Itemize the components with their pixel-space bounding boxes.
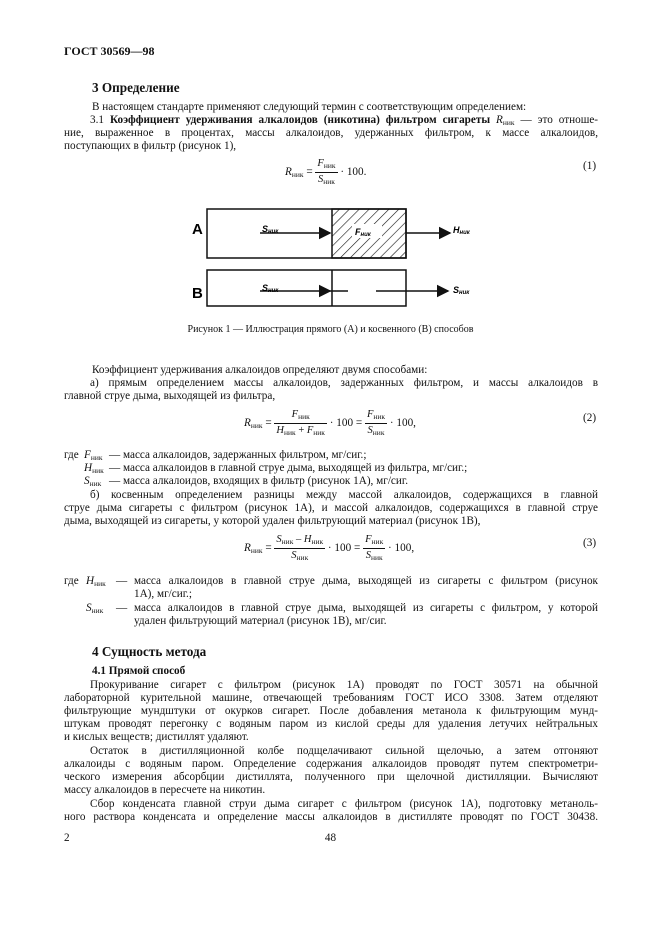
def-s-symbol: $S_{ник}$	[84, 475, 102, 488]
equation-2-fraction-2: $\frac{F_{ник}}{S_{ник}}$	[366, 409, 386, 437]
def3-h-text-2: 1А), мг/сиг.;	[134, 588, 192, 600]
section-3-intro: В настоящем стандарте применяют следующий термин с соответствующим определением:	[92, 101, 527, 113]
def3-h-symbol: $H_{ник}$	[86, 575, 106, 588]
equation-3-number: (3)	[583, 537, 597, 549]
method-a-line-1: а) прямым определением массы алкалоидов, задержанных фильтром, и массы алкалоидов в	[90, 377, 598, 389]
def3-h-dash: —	[116, 575, 128, 587]
section-4-p3-line-2: ного раствора конденсата и определение массы алкалоидов в дистилляте проводят по ГОСТ 30438.	[64, 811, 598, 823]
section-4-p1-line-3: фильтрующие мундштуки от окурков сигарет. После добавления метанола к фильтрующим мунд-	[64, 705, 598, 717]
def3-s-dash: —	[116, 602, 128, 614]
section-4-title: 4 Сущность метода	[92, 644, 207, 659]
equation-2: $R_{ник}$ = $\frac{F_{ник}}{H_{ник} + F_{ник}}$ · 100 = $\frac{F_{ник}}{S_{ник}}$ · 100,	[244, 409, 416, 437]
def3-s-symbol: $S_{ник}$	[86, 602, 104, 615]
def-f-text: — масса алкалоидов, задержанных фильтром, мг/сиг.;	[109, 449, 367, 461]
arrow-b-label-bg	[348, 283, 376, 297]
definition-symbol: $R_{ник}$	[496, 114, 515, 127]
section-4-p2-line-3: ческого измерения абсорбции дистиллята, полученного при щелочной дистилляции. Вычисляют	[64, 771, 598, 783]
figure-label-a: A	[192, 221, 203, 238]
methods-intro: Коэффициент удерживания алкалоидов определяют двумя способами:	[92, 364, 428, 376]
definition-term: Коэффициент удерживания алкалоидов (никотина) фильтром сигареты	[109, 114, 491, 126]
equation-3-fraction-1: $\frac{S_{ник} - H_{ник}}{S_{ник}}$	[276, 534, 324, 562]
section-4-p3-line-1: Сбор конденсата главной струи дыма сигарет с фильтром (рисунок 1А), подготовку метаноль-	[90, 798, 598, 810]
figure-label-b: B	[192, 285, 203, 302]
def3-s-text-2: удален фильтрующий материал (рисунок 1В), мг/сиг.	[134, 615, 387, 627]
def-h-symbol: $H_{ник}$	[84, 462, 104, 475]
document-id: ГОСТ 30569—98	[64, 44, 155, 58]
section-4-p2-line-1: Остаток в дистилляционной колбе подщелачивают сильной щелочью, а затем отгоняют	[90, 745, 598, 757]
def-h-text: — масса алкалоидов в главной струе дыма, выходящей из фильтра, мг/сиг.;	[109, 462, 468, 474]
page-number-left: 2	[64, 832, 70, 844]
section-4-p2-line-2: алкалоиды с водяным паром. Определение содержания алкалоидов проводят путем спектрометри-	[64, 758, 598, 770]
section-3-title: 3 Определение	[92, 80, 180, 95]
section-4-p1-line-2: лабораторной курительной машине, отвечающей требованиям ГОСТ ИСО 3308. Затем отделяют	[64, 692, 598, 704]
definition-line-2: ние, выраженное в процентах, массы алкалоидов, удержанных фильтром, к массе алкалоидов,	[64, 127, 598, 139]
figure-1-caption: Рисунок 1 — Иллюстрация прямого (А) и косвенного (В) способов	[187, 324, 474, 335]
section-4-p2-line-4: массу алкалоидов в пересчете на никотин.	[64, 784, 266, 796]
arrow-in-a-label: Sник	[262, 224, 279, 235]
method-b-line-1: б) косвенным определением разницы между массой алкалоидов, содержащихся в главной	[90, 489, 598, 501]
where-label-3: где	[64, 575, 79, 587]
def-s-text: — масса алкалоидов, входящих в фильтр (рисунок 1А), мг/сиг.	[109, 475, 409, 487]
equation-1: $R_{ник}$ = $\frac{F_{ник}}{S_{ник}}$ · 100.	[285, 158, 367, 186]
section-4-p1-line-5: и кислых веществ; дистиллят удаляют.	[64, 731, 249, 743]
method-b-line-3: дыма, выходящей из сигареты, у которой удален фильтрующий материал (рисунок 1В),	[64, 515, 481, 527]
section-4-p1-line-1: Прокуривание сигарет с фильтром (рисунок 1А) проводят по ГОСТ 30571 на обычной	[90, 679, 598, 691]
equation-3-fraction-2: $\frac{F_{ник}}{S_{ник}}$	[365, 534, 384, 562]
definition-text: — это отноше-	[520, 114, 599, 126]
arrow-in-b-label: Sник	[262, 283, 279, 294]
definition-number: 3.1	[90, 114, 104, 126]
equation-1-number: (1)	[583, 160, 597, 172]
arrow-out-a-label: Hник	[453, 225, 470, 236]
equation-3: $R_{ник}$ = $\frac{S_{ник} - H_{ник}}{S_{ник}}$ · 100 = $\frac{F_{ник}}{S_{ник}}$ · 100,	[244, 534, 415, 562]
filter-a-label: Fник	[355, 227, 371, 238]
def-f-symbol: $F_{ник}$	[84, 449, 103, 462]
def3-h-text-1: масса алкалоидов в главной струе дыма, выходящей из сигареты с фильтром (рисунок	[134, 575, 598, 587]
method-b-line-2: струе дыма сигареты с фильтром (рисунок 1А), и массой алкалоидов, содержащихся в главной струе	[64, 502, 598, 514]
page-number-center: 48	[324, 832, 337, 844]
method-a-line-2: главной струе дыма, выходящей из фильтра,	[64, 390, 276, 402]
arrow-out-b-label: Sник	[453, 285, 470, 296]
where-label-2: где	[64, 449, 79, 461]
equation-2-fraction-1: $\frac{F_{ник}}{H_{ник} + F_{ник}}$	[276, 409, 325, 437]
equation-2-number: (2)	[583, 412, 597, 424]
equation-1-fraction: $\frac{F_{ник}}{S_{ник}}$	[317, 158, 336, 186]
definition-line-3: поступающих в фильтр (рисунок 1),	[64, 140, 237, 152]
cigarette-b-body	[207, 270, 406, 306]
section-4-1-title: 4.1 Прямой способ	[92, 665, 186, 677]
def3-s-text-1: масса алкалоидов в главной струе дыма, выходящей из сигареты с фильтром, у которой	[134, 602, 598, 614]
figure-1-diagram	[170, 200, 510, 310]
section-4-p1-line-4: штукам проводят перегонку с водяным паром из кислой среды для удаления летучих нейтральных	[64, 718, 598, 730]
